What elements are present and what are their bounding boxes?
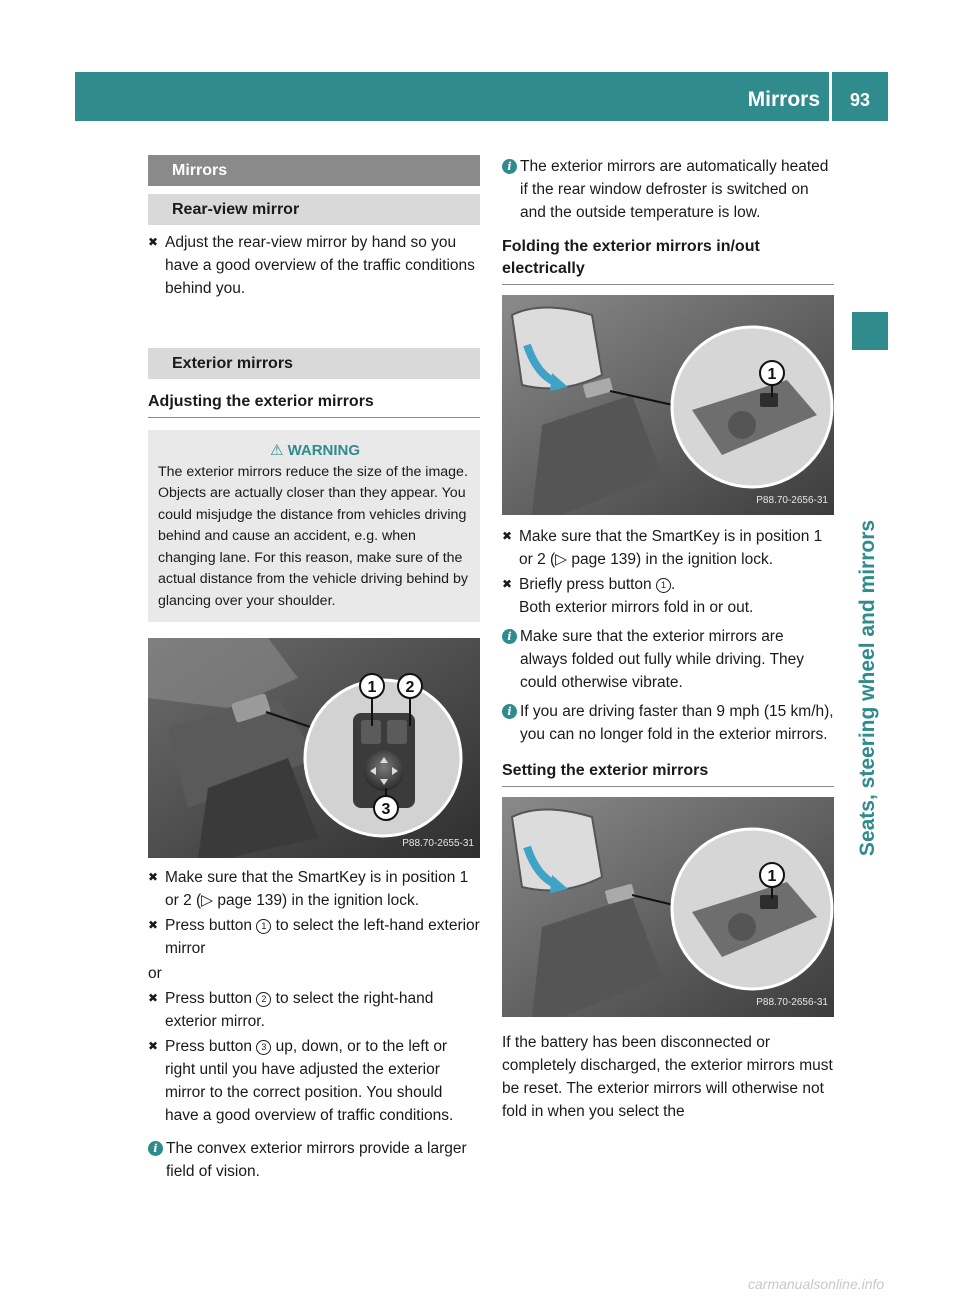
exterior-step-3: ✖ Press button 2 to select the right-hand exterior mirror. — [148, 987, 480, 1033]
callout-3: 3 — [381, 801, 391, 818]
step-arrow-icon: ✖ — [502, 577, 513, 591]
side-tab-label: Seats, steering wheel and mirrors — [856, 519, 879, 857]
section-title: Mirrors — [148, 155, 480, 186]
info-icon: i — [502, 704, 517, 719]
rear-view-title: Rear-view mirror — [148, 194, 480, 225]
folding-result: Both exterior mirrors fold in or out. — [519, 599, 754, 616]
left-column — [148, 155, 480, 1183]
page-header — [75, 72, 888, 121]
exterior-step-4: ✖ Press button 3 up, down, or to the left or right until you have adjusted the exterior mirror to the correct position. You should have a good overview of traffic conditions. — [148, 1035, 480, 1127]
watermark: carmanualsonline.info — [748, 1276, 885, 1292]
convex-info: i The convex exterior mirrors provide a larger field of vision. — [148, 1137, 480, 1183]
or-text: or — [148, 965, 162, 982]
figure-code: P88.70-2656-31 — [756, 495, 828, 506]
step-arrow-icon: ✖ — [148, 870, 159, 884]
figure-code: P88.70-2656-31 — [756, 997, 828, 1008]
warning-header: ⚠ WARNING — [269, 442, 361, 459]
adjusting-heading: Adjusting the exterior mirrors — [148, 391, 480, 418]
callout-1: 1 — [767, 366, 777, 383]
page-number: 93 — [849, 90, 870, 110]
exterior-mirrors-title: Exterior mirrors — [148, 348, 480, 379]
warning-triangle-icon: ⚠ — [269, 442, 284, 459]
setting-heading: Setting the exterior mirrors — [502, 760, 834, 787]
step-arrow-icon: ✖ — [148, 235, 159, 249]
step-arrow-icon: ✖ — [148, 991, 159, 1005]
fold-info-2: i If you are driving faster than 9 mph (15 km/h), you can no longer fold in the exterior mirrors. — [502, 700, 834, 746]
exterior-step-1: ✖ Make sure that the SmartKey is in position 1 or 2 (▷ page 139) in the ignition lock. — [148, 866, 480, 912]
button-1-callout: 1 — [256, 919, 271, 934]
folding-step-2: ✖ Briefly press button 1 . Both exterior mirrors fold in or out. — [502, 573, 834, 619]
button-2-callout: 2 — [256, 992, 271, 1007]
fold-info-1: i Make sure that the exterior mirrors are always folded out fully while driving. They could otherwise vibrate. — [502, 625, 834, 694]
info-icon: i — [148, 1141, 163, 1156]
header-title: Mirrors — [747, 88, 820, 111]
side-tab-marker — [852, 312, 888, 350]
warning-text: The exterior mirrors reduce the size of the image. Objects are actually closer than they appear. You could misjudge the distance from vehicles driving behind and cause an accident, e.g. when changing lane. For this reason, make sure of the actual distance from the vehicle driving behind by glancing over your shoulder. — [158, 463, 468, 609]
folding-photo — [502, 295, 834, 515]
header-separator — [829, 72, 832, 121]
figure-code: P88.70-2655-31 — [402, 838, 474, 849]
mirror-controls-illustration — [148, 638, 480, 858]
setting-body: If the battery has been disconnected or completely discharged, the exterior mirrors must be reset. The exterior mirrors will otherwise not fold in when you select the — [502, 1034, 833, 1120]
step-arrow-icon: ✖ — [502, 529, 513, 543]
folding-illustration — [502, 295, 834, 515]
warning-box — [148, 430, 480, 622]
info-icon: i — [502, 159, 517, 174]
mirror-controls-photo — [148, 638, 480, 858]
button-1-callout: 1 — [656, 578, 671, 593]
heated-info: i The exterior mirrors are automatically heated if the rear window defroster is switched on and the outside temperature is low. — [502, 155, 834, 224]
folding-step-1: ✖ Make sure that the SmartKey is in position 1 or 2 (▷ page 139) in the ignition lock. — [502, 525, 834, 571]
step-arrow-icon: ✖ — [148, 918, 159, 932]
exterior-step-2: ✖ Press button 1 to select the left-hand exterior mirror — [148, 914, 480, 960]
setting-photo — [502, 797, 834, 1017]
callout-1: 1 — [767, 868, 777, 885]
rear-view-step: ✖ Adjust the rear-view mirror by hand so you have a good overview of the traffic conditions behind you. — [148, 231, 480, 300]
setting-illustration — [502, 797, 834, 1017]
right-column — [502, 155, 834, 1123]
step-arrow-icon: ✖ — [148, 1039, 159, 1053]
callout-2: 2 — [405, 679, 415, 696]
button-3-callout: 3 — [256, 1040, 271, 1055]
folding-heading: Folding the exterior mirrors in/out electrically — [502, 236, 834, 285]
callout-1: 1 — [367, 679, 377, 696]
info-icon: i — [502, 629, 517, 644]
